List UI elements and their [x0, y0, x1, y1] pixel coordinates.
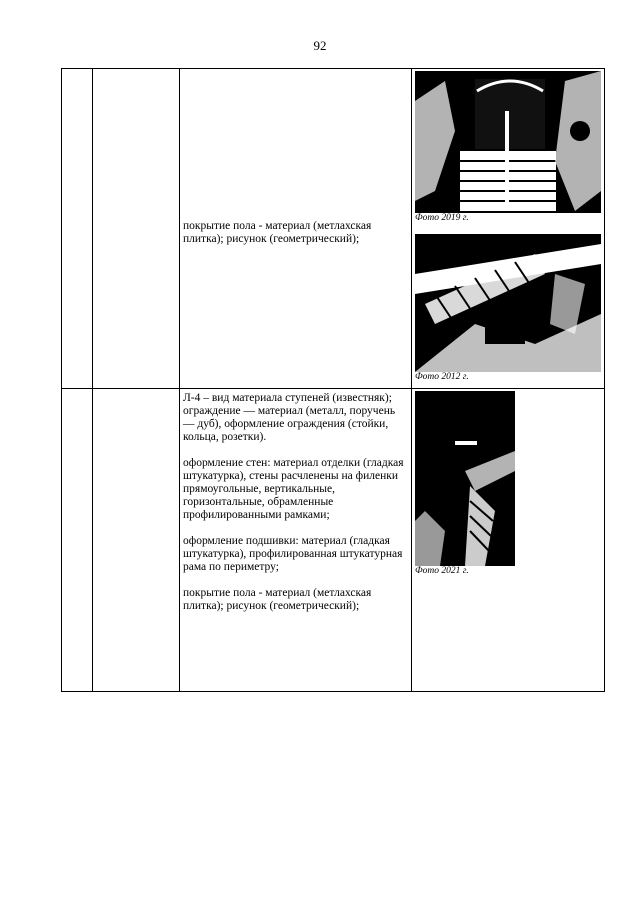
description-paragraph: оформление подшивки: материал (гладкая штукатурка), профилированная штукатурная рама по периметру; — [183, 535, 403, 573]
description-paragraph: покрытие пола - материал (метлахская плитка); рисунок (геометрический); — [183, 220, 372, 245]
number-cell — [62, 69, 93, 389]
page-number: 92 — [313, 38, 327, 53]
description-paragraph: покрытие пола - материал (метлахская плитка); рисунок (геометрический); — [183, 587, 372, 612]
staircase-photo-icon — [415, 234, 601, 372]
photo-caption: Фото 2012 г. — [415, 372, 469, 382]
staircase-photo-icon — [415, 71, 601, 213]
description-table — [61, 68, 605, 692]
photo-caption: Фото 2021 г. — [415, 566, 469, 576]
number-cell — [62, 389, 93, 692]
description-cell — [180, 69, 412, 389]
description-paragraph: оформление стен: материал отделки (гладкая штукатурка), стены расчленены на филенки прямоугольные, вертикальные, горизонтальные, обрамленные профилированными рамками; — [183, 457, 404, 521]
description-cell — [180, 389, 412, 692]
photo-cell — [412, 69, 605, 389]
table-row — [62, 69, 605, 389]
name-cell — [93, 389, 180, 692]
table-row — [62, 389, 605, 692]
name-cell — [93, 69, 180, 389]
photo-cell — [412, 389, 605, 692]
photo-caption: Фото 2019 г. — [415, 213, 469, 223]
staircase-photo-icon — [415, 391, 515, 566]
description-paragraph: Л-4 – вид материала ступеней (известняк); ограждение — материал (металл, поручень — дуб), оформление ограждения (стойки, кольца, розетки). — [183, 392, 396, 443]
